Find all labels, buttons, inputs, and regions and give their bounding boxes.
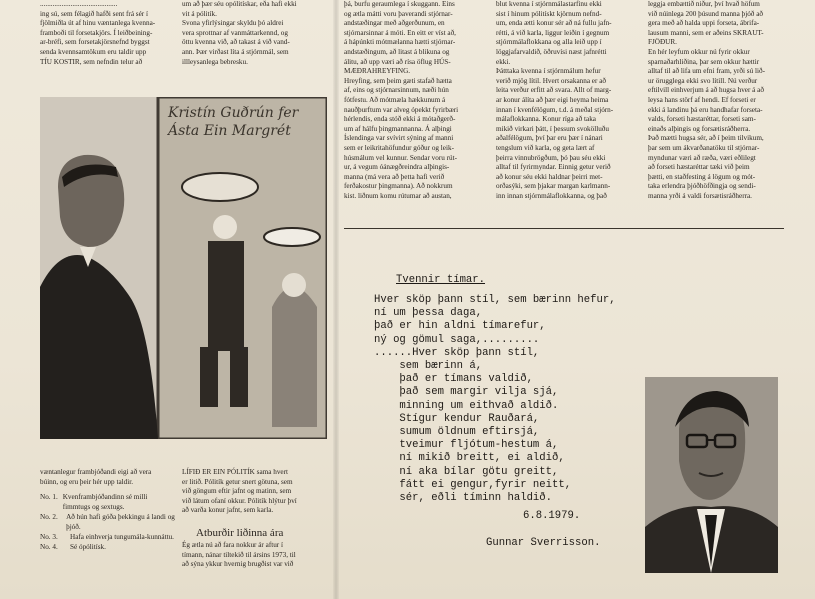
text-line: þeirra vinnubrögðum, þó þau séu ekki [496, 153, 606, 162]
text-line: leggja embættið niður, því hvað höfum [648, 0, 760, 8]
text-line: álitu, að upp væri að rísa öflug HÚS- [344, 57, 451, 66]
poem-author: Gunnar Sverrisson. [486, 537, 601, 549]
list-item-number: No. 3. [40, 533, 58, 541]
text-line: öttu kvenna við, að takast á við vand- [182, 38, 290, 47]
text-line: við göngum eftir jafnt og matinn, sem [182, 487, 292, 496]
list-item [40, 532, 175, 542]
text-line: húsmálum vel kunnur. Sendar voru rút- [344, 153, 457, 162]
text-line: eftilvill einhverjum á að hugsa hver á að [648, 86, 764, 95]
text-line: sem er leikritahöfundur góður og leik- [344, 143, 454, 152]
text-line: taka erlendra þjóðhöfðingja og sendi- [648, 182, 756, 191]
text-line: um, enda ætti konur sér að ná fullu jafn- [496, 19, 612, 28]
poem-line: sumum öldnum eftirsjá, [374, 426, 540, 439]
text-line: alltaf til að lifa um efni fram, yrði sú lið- [648, 67, 765, 76]
text-line: aðalfélögum, því þar eru þær í nánari [496, 134, 603, 143]
page-fold [333, 0, 339, 599]
text-line: Íslendinga var svívirt sýning af manni [344, 134, 454, 143]
text-line: væntanlegur frambjóðandi eigi að vera [40, 468, 152, 476]
text-line: stjórnmálaflokkana og alla leið upp í [496, 38, 602, 47]
text-line: manna (má vera að þetta hafi verið [344, 172, 445, 181]
text-line: þætti, en staðfesting á lögum og mót- [648, 172, 756, 181]
text-line: LÍFIÐ ER EIN PÓLITÍK sama hvert [182, 468, 288, 476]
text-line: Hreyfing, sem þeim gæti stafað hætta [344, 76, 452, 85]
text-line: En hér leyfum okkur nú fyrir okkur [648, 47, 750, 56]
list-item-number: No. 2. [40, 513, 58, 521]
poem-line: Stígur kendur Rauðará, [374, 412, 540, 425]
text-line: nauðþurftum var alveg ópekkt fyrirbæri [344, 105, 459, 114]
poem-line: Hver sköp þann stíl, sem bærinn hefur, [374, 294, 616, 306]
text-line: sist í hinum pólitískt kjörnum nefnd- [496, 9, 602, 18]
text-line: orðasýki, sem þjakar margan karlmann- [496, 182, 611, 191]
text-line: ar-bréfi, sem forsetakjörsnefnd byggst [40, 38, 150, 47]
poem-line: minning um eithvað aldið. [374, 399, 559, 412]
text-line: við látum ofaní okkur. Pólitík hlýtur því [182, 496, 297, 505]
column-1-bottom-text [40, 468, 180, 487]
text-line: andstæðingum, að litast á blikuna og [344, 47, 450, 56]
painting-sign-top: Kristín Guðrún fer [168, 105, 299, 121]
text-line: ur örugglega ekki svo lítill. Nú verður [648, 76, 758, 85]
text-line: Ég ætla nú að fara nokkur ár aftur í [182, 541, 283, 549]
poem-line: ní aka bílar götu greitt, [374, 465, 559, 478]
text-line: Svona yfirlýsingar skyldu þó aldrei [182, 19, 284, 28]
poem-line: sem bærinn á, [374, 360, 483, 373]
text-line: einaðs alþingis og forsætisráðherra. [648, 124, 751, 133]
text-line: fjölmiðla út af hinu væntanlega kvenna- [40, 19, 156, 28]
painting-sign-mid: Ásta Ein Margrét [168, 123, 291, 139]
poem-line: ......Hver sköp þann stíl, [374, 346, 540, 359]
poem-date: 6.8.1979. [523, 510, 581, 522]
poem-line: tveimur fljótum-hestum á, [374, 439, 559, 452]
list-item [40, 512, 175, 532]
poem-line: ní mikið breitt, ei aldið, [374, 452, 565, 465]
text-line: að forseti hæstaréttar tæki við þeim [648, 163, 750, 172]
text-line: þar sem um ákvarðanatöku til stjórnar- [648, 143, 760, 152]
text-line: að varða konur jafnt, sem karla. [182, 506, 274, 515]
text-line: andstæðingar með aðgerðunum, en [344, 19, 445, 28]
column-2-after-heading [182, 541, 328, 570]
text-line: af, eins og stjórnarsinnum, næði hún [344, 86, 449, 95]
text-line: við núinlega 200 þúsund manna þjóð að [648, 9, 763, 18]
text-line: tengslum við karla, og geta lært af [496, 143, 595, 152]
list-item-text: Að hún hafi góða þekkingu á landi og þjóð. [66, 513, 175, 531]
poem-line: það er hin aldni tímarefur, [374, 320, 546, 333]
text-line: að sýna ykkur hvernig brugðist var við [182, 560, 294, 569]
list-item-text: Kvenframbjóðandinn sé milli fimmtugs og sextugs. [62, 493, 148, 511]
text-line: lausum manni, sem er aðeins SKRAUT- [648, 28, 764, 37]
text-line: búinn, og eru þeir hér upp taldir. [40, 477, 134, 486]
list-item [40, 492, 175, 512]
list-item-text: Hafa einhverja tungumála-kunnáttu. [70, 533, 174, 541]
text-line: sparnaðarhliðina, þar sem okkur hættir [648, 57, 760, 66]
list-item-number: No. 4. [40, 543, 58, 551]
text-line: ferðakostur þingmanna). Að nokkrum [344, 182, 453, 191]
section-divider [344, 228, 784, 229]
text-line: illleysanlega bebresku. [182, 57, 248, 66]
text-line: um af hálfu þingmannanna. Á alþingi [344, 124, 452, 133]
text-line: ........................................... [40, 0, 118, 8]
requirements-list [40, 492, 175, 552]
text-line: er litið. Pólitík getur snert götuna, sem [182, 477, 293, 486]
text-line: leysa hans störf af hendi. Ef forseti er [648, 95, 756, 104]
text-line: ann. Þær virðast líta á stjórnmál, sem [182, 47, 289, 56]
text-line: senda kvennsamtökum eru taldir upp [40, 47, 147, 56]
list-item-number: No. 1. [40, 493, 58, 501]
text-line: og ætla mátti voru þaverandi stjórnar- [344, 9, 453, 18]
poem-title: Tvennir tímar. [396, 274, 486, 286]
text-line: myndunar væri að ræða, væri eðlilegt [648, 153, 756, 162]
list-item-text: Sé ópólitísk. [70, 543, 106, 551]
text-line: málaflokkanna. Konur ríga að taka [496, 115, 596, 124]
text-line: þá, burfu geraumlega í skuggann. Eins [344, 0, 455, 8]
text-line: tímann, nánar tiltekið til ársins 1973, til [182, 550, 296, 559]
list-item [40, 542, 175, 552]
text-line: ar konur álíta að þær eigi heyma heima [496, 95, 609, 104]
poem-line: fátt ei gengur,fyrir neitt, [374, 478, 572, 491]
text-line: löggjafarvaldið, öðruvísi næst jafnrétti [496, 47, 607, 56]
poem-line: ní um þessa daga, [374, 307, 483, 320]
poem-body [374, 294, 616, 505]
text-line: TÍU KOSTIR, sem nefndin telur að [40, 57, 143, 66]
text-line: ekki á landinu þá eru handhafar forseta- [648, 105, 763, 114]
text-line: fótfestu. Að mótmæla hækkunum á [344, 95, 446, 104]
poem-line: það sem margir vilja sjá, [374, 386, 559, 399]
poem-line: sér, eðli tíminn haldið. [374, 492, 553, 505]
text-line: valds, forseti hæstaréttar, forseti sam- [648, 115, 756, 124]
text-line: blut kvenna í stjórnmálastarfinu ekki [496, 0, 602, 8]
text-line: FJÖÐUR. [648, 38, 677, 47]
poem-line: það er tímans valdið, [374, 373, 533, 386]
text-line: Það mætti hugsa sér, að í þeim tilvikum, [648, 134, 764, 143]
text-line: ing sú, sem félagið hafði sent frá sér í [40, 9, 148, 18]
text-line: vera sprottnar af vanmáttarkennd, og [182, 28, 288, 37]
column-2-top-text [182, 0, 327, 67]
text-line: leita verður erfitt að svara. Allt of marg- [496, 86, 612, 95]
text-line: manna yrði á valdi forsætisráðherra. [648, 191, 752, 200]
photo-man-viewing-painting [40, 97, 327, 439]
text-line: Þátttaka kvenna í stjórnmálum hefur [496, 67, 601, 76]
text-line: að konur séu ekki haldnar þeirri met- [496, 172, 603, 181]
column-1-top-text [40, 0, 158, 67]
text-line: rétti, á við karla, liggur leiðin í gegnum [496, 28, 610, 37]
text-line: alltaf til fyrirmyndar. Einnig getur verið [496, 163, 611, 172]
portrait-photo [645, 377, 778, 573]
text-line: á hápúnkti mótmælanna hætti stjórnar- [344, 38, 456, 47]
column-5-text [648, 0, 782, 201]
text-line: um að þær séu opólitískar, eða hafi ekki [182, 0, 297, 8]
text-line: MÆÐRAHREYFING. [344, 67, 411, 76]
text-line: inn innan stjórnmálaflokkanna, og það [496, 191, 607, 200]
column-4-text [496, 0, 631, 201]
text-line: mikið virkari þátt, í þessum svokölluðu [496, 124, 609, 133]
text-line: verið mjög lítil. Hvert orsakanna er að [496, 76, 606, 85]
text-line: ekki. [496, 57, 511, 66]
column-2-bottom-text [182, 468, 328, 516]
text-line: innan í kvenfélögum, t.d. á meðal stjórn- [496, 105, 614, 114]
text-line: kist. liðnum komu rútumar að austan, [344, 191, 452, 200]
text-line: framboði til forsetakjörs. Í leiðbeining- [40, 28, 153, 37]
text-line: ur, á vegum óánægðreindra alþingis- [344, 163, 450, 172]
text-line: hérlendis, enda stóð ekki á mótaðgerð- [344, 115, 456, 124]
text-line: vit á pólitík. [182, 9, 217, 18]
text-line: stjórnarsinnar á móti. En eitt er víst að, [344, 28, 456, 37]
poem-line: ný og gömul saga,......... [374, 333, 540, 346]
column-3-text [344, 0, 479, 201]
text-line: gera með að halda uppi forseta, ábrifa- [648, 19, 760, 28]
section-heading: Atburðir liðinna ára [196, 527, 284, 539]
